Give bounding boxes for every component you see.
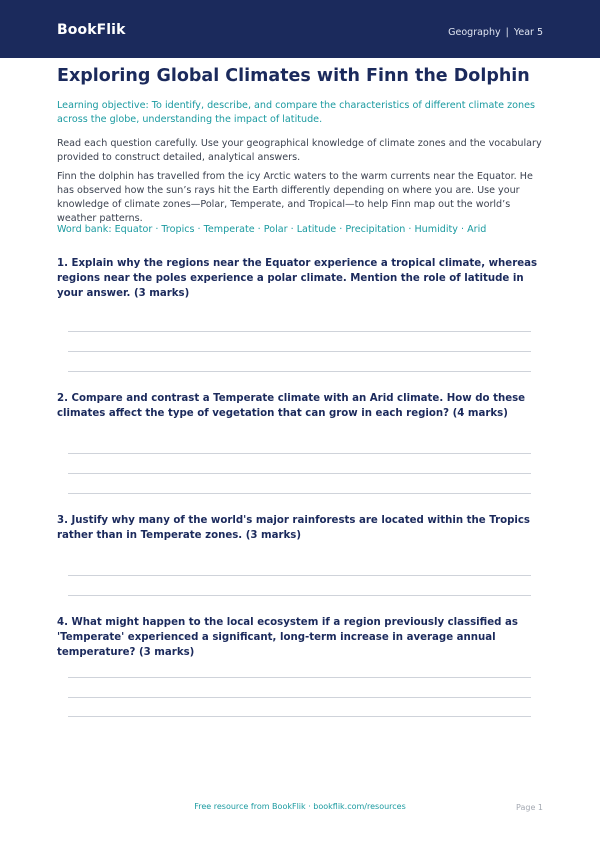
instructions-paragraph: Read each question carefully. Use your geographical knowledge of climate zones and the vocabulary provided to construct detailed, analytical answers.	[57, 138, 542, 163]
answer-line-q4-2[interactable]	[68, 697, 531, 698]
page-title: Exploring Global Climates with Finn the Dolphin	[57, 66, 530, 86]
footer-link[interactable]: Free resource from BookFlik · bookflik.com/resources	[194, 802, 406, 811]
header-bar	[0, 0, 600, 58]
header-meta	[448, 27, 543, 38]
answer-line-q4-1[interactable]	[68, 677, 531, 678]
intro-paragraph: Finn the dolphin has travelled from the icy Arctic waters to the warm currents near the Equator. He has observed how the sun’s rays hit the Earth differently depending on where you are. Use your knowledge of climate zones—Polar, Temperate, and Tropical—to help Finn map out the world’s weather patterns.	[57, 171, 533, 224]
year-label: Year 5	[513, 27, 543, 38]
answer-line-q2-2[interactable]	[68, 473, 531, 474]
question-2: 2. Compare and contrast a Temperate climate with an Arid climate. How do these climates affect the type of vegetation that can grow in each region? (4 marks)	[57, 393, 526, 419]
answer-line-q1-3[interactable]	[68, 371, 531, 372]
subject-label: Geography	[448, 27, 501, 38]
answer-line-q1-1[interactable]	[68, 331, 531, 332]
word-bank: Word bank: Equator · Tropics · Temperate · Polar · Latitude · Precipitation · Humidity · Arid	[57, 224, 487, 235]
answer-line-q2-1[interactable]	[68, 453, 531, 454]
question-1: 1. Explain why the regions near the Equator experience a tropical climate, whereas regions near the poles experience a polar climate. Mention the role of latitude in your answer. (3 marks)	[57, 258, 538, 299]
question-3: 3. Justify why many of the world's major rainforests are located within the Tropics rather than in Temperate zones. (3 marks)	[57, 515, 530, 541]
header-separator: |	[505, 27, 509, 38]
answer-line-q2-3[interactable]	[68, 493, 531, 494]
answer-line-q3-1[interactable]	[68, 575, 531, 576]
learning-objective: Learning objective: To identify, describe, and compare the characteristics of different climate zones across the globe, understanding the impact of latitude.	[57, 100, 535, 125]
answer-line-q4-3[interactable]	[68, 716, 531, 717]
page-number: Page 1	[516, 803, 543, 812]
answer-line-q1-2[interactable]	[68, 351, 531, 352]
question-4: 4. What might happen to the local ecosystem if a region previously classified as 'Temperate' experienced a significant, long-term increase in average annual temperature? (3 marks)	[57, 617, 518, 658]
brand-logo: BookFlik	[57, 22, 126, 38]
answer-line-q3-2[interactable]	[68, 595, 531, 596]
